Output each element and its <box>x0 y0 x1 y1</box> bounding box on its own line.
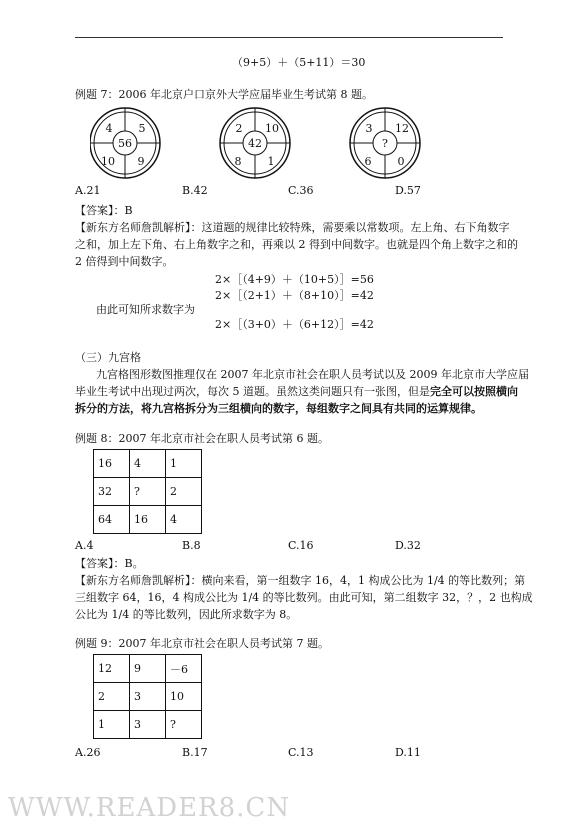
grid-cell: 32 <box>94 478 130 506</box>
ex7-analysis-line-3: 2 倍得到中间数字。 <box>75 255 174 268</box>
grid-cell: 4 <box>166 506 202 534</box>
ex7-equation-1: 2×［（4+9）＋（10+5）］=56 <box>215 273 374 286</box>
circle-bottom-left-number: 10 <box>101 155 115 168</box>
ex7-option-d: D.57 <box>395 184 421 197</box>
ex8-analysis-line-3: 公比为 1/4 的等比数列，因此所求数字为 8。 <box>75 608 298 621</box>
section-paragraph-line-1: 九宫格图形数图推理仅在 2007 年北京市社会在职人员考试以及 2009 年北京市大学应届 <box>96 368 529 381</box>
circle-bottom-left-number: 6 <box>364 155 372 168</box>
grid-cell: 3 <box>130 683 166 711</box>
grid-cell: 4 <box>130 450 166 478</box>
circle-top-left-number: 4 <box>105 122 113 135</box>
grid-row <box>94 478 202 506</box>
grid-row <box>94 450 202 478</box>
ex9-option-a: A.26 <box>75 746 101 759</box>
grid-row <box>94 655 202 683</box>
circle-top-right-number: 5 <box>138 122 146 135</box>
grid-cell: ? <box>130 478 166 506</box>
grid-cell: ? <box>166 711 202 739</box>
ex8-option-b: B.8 <box>182 539 201 552</box>
ex7-analysis-line-1: 【新东方名师詹凯解析】：这道题的规律比较特殊，需要乘以常数项。左上角、右下角数字 <box>75 221 510 234</box>
circle-top-right-number: 10 <box>265 122 279 135</box>
grid-cell: 2 <box>166 478 202 506</box>
grid-cell: －6 <box>166 655 202 683</box>
ex7-equation-3: 2×［（3+0）＋（6+12）］=42 <box>215 318 374 331</box>
circle-figure-3 <box>350 108 420 178</box>
grid-cell: 16 <box>130 506 166 534</box>
section-paragraph-line-3: 拆分的方法，将九宫格拆分为三组横向的数字，每组数字之间具有共同的运算规律。 <box>75 402 482 415</box>
section-paragraph-line-2 <box>75 383 518 399</box>
circle-figure-2 <box>220 108 290 178</box>
ex9-option-d: D.11 <box>395 746 421 759</box>
ex9-option-b: B.17 <box>182 746 208 759</box>
grid-cell: 2 <box>94 683 130 711</box>
grid-row <box>94 683 202 711</box>
circle-figure-1 <box>90 108 160 178</box>
ex7-equation-2: 2×［（2+1）＋（8+10）］=42 <box>215 289 374 302</box>
grid-row <box>94 711 202 739</box>
grid-cell: 10 <box>166 683 202 711</box>
circle-bottom-right-number: 1 <box>267 155 275 168</box>
circle-center-number: 42 <box>248 137 262 150</box>
ex7-analysis-line-2: 之和，加上左下角、右上角数字之和，再乘以 2 得到中间数字。也就是四个角上数字之和的 <box>75 238 518 251</box>
grid-cell: 9 <box>130 655 166 683</box>
circle-bottom-right-number: 9 <box>137 155 145 168</box>
circle-center-number: ? <box>382 137 388 150</box>
section-paragraph-line-2-normal: 毕业生考试中出现过两次，每次 5 道题。虽然这类问题只有一张图，但是 <box>75 385 430 398</box>
ex7-option-b: B.42 <box>182 184 208 197</box>
grid-cell: 64 <box>94 506 130 534</box>
example-8-title: 例题 8：2007 年北京市社会在职人员考试第 6 题。 <box>75 432 329 445</box>
grid-cell: 12 <box>94 655 130 683</box>
ex7-answer: 【答案】：B <box>75 204 133 217</box>
circle-puzzle-figure <box>90 106 430 180</box>
section-heading: （三）九宫格 <box>75 351 141 364</box>
header-rule <box>75 37 503 38</box>
ex7-option-a: A.21 <box>75 184 101 197</box>
example-9-title: 例题 9：2007 年北京市社会在职人员考试第 7 题。 <box>75 637 329 650</box>
grid-row <box>94 506 202 534</box>
ex8-option-a: A.4 <box>75 539 94 552</box>
circle-top-left-number: 3 <box>365 122 373 135</box>
watermark: WWW.READER8.CN <box>8 793 291 823</box>
section-paragraph-line-2-bold: 完全可以按照横向 <box>430 385 518 398</box>
ex8-option-d: D.32 <box>395 539 421 552</box>
grid-cell: 1 <box>166 450 202 478</box>
grid-cell: 16 <box>94 450 130 478</box>
circle-bottom-right-number: 0 <box>397 155 405 168</box>
formula-top: （9+5）＋（5+11）＝30 <box>232 56 366 69</box>
ex8-analysis-line-1: 【新东方名师詹凯解析】：横向来看，第一组数字 16，4，1 构成公比为 1/4 的等比数列；第 <box>75 574 526 587</box>
circle-top-left-number: 2 <box>235 122 243 135</box>
ex7-option-c: C.36 <box>288 184 314 197</box>
ex9-nine-grid <box>93 654 202 739</box>
ex8-answer: 【答案】：B。 <box>75 557 144 570</box>
ex9-option-c: C.13 <box>288 746 314 759</box>
ex8-option-c: C.16 <box>288 539 314 552</box>
grid-cell: 1 <box>94 711 130 739</box>
example-7-title: 例题 7：2006 年北京户口京外大学应届毕业生考试第 8 题。 <box>75 88 373 101</box>
ex7-deduce-text: 由此可知所求数字为 <box>96 303 195 316</box>
circle-top-right-number: 12 <box>395 122 409 135</box>
ex8-analysis-line-2: 三组数字 64，16，4 构成公比为 1/4 的等比数列。由此可知，第二组数字 32，？，2 也构成 <box>75 591 533 604</box>
circle-center-number: 56 <box>118 137 132 150</box>
circle-bottom-left-number: 8 <box>234 155 242 168</box>
grid-cell: 3 <box>130 711 166 739</box>
ex8-nine-grid <box>93 449 202 534</box>
